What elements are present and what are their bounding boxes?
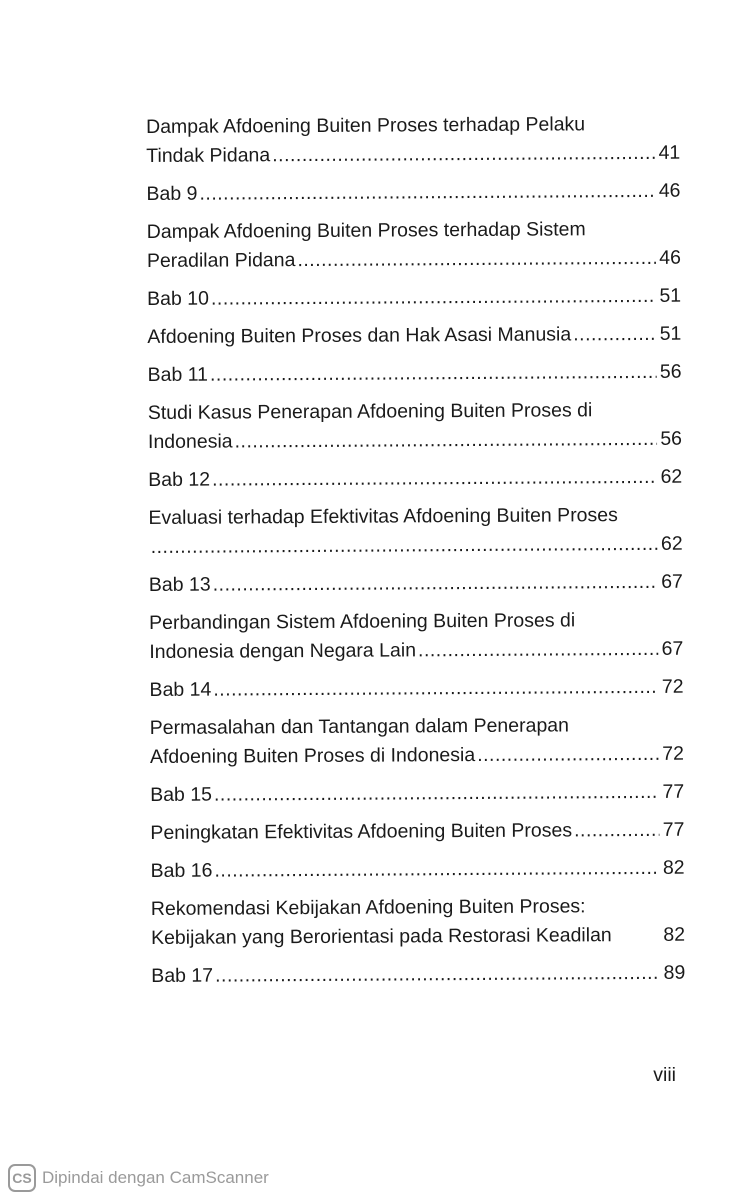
toc-line xyxy=(147,244,681,276)
toc-entry xyxy=(149,606,683,667)
toc-title: Afdoening Buiten Proses dan Hak Asasi Manusia xyxy=(147,323,572,348)
toc-page-number: 72 xyxy=(662,742,684,765)
toc-entry xyxy=(150,816,684,848)
toc-title: Bab 15 xyxy=(150,783,213,806)
toc-title-line: Dampak Afdoening Buiten Proses terhadap Sistem xyxy=(146,218,586,243)
toc-entry xyxy=(148,396,682,457)
toc-title: Peradilan Pidana xyxy=(146,249,296,272)
toc-page-number: 51 xyxy=(659,322,682,345)
dot-leader xyxy=(272,139,656,170)
toc-title: Bab 14 xyxy=(149,678,212,701)
toc-entry xyxy=(147,282,681,314)
toc-entry xyxy=(149,673,683,705)
toc-entry xyxy=(151,892,685,953)
toc-line xyxy=(148,425,682,457)
toc-page-number: 77 xyxy=(662,818,685,841)
table-of-contents xyxy=(146,110,685,991)
toc-line xyxy=(147,215,681,247)
toc-page-number: 82 xyxy=(663,923,686,946)
toc-entry xyxy=(148,501,682,562)
toc-entry xyxy=(146,177,680,209)
camscanner-logo-icon: CS xyxy=(8,1164,36,1192)
dot-leader xyxy=(418,635,659,665)
toc-line xyxy=(148,501,682,533)
toc-line xyxy=(151,892,685,924)
toc-entry xyxy=(146,110,680,171)
toc-page-number: 46 xyxy=(658,179,681,202)
toc-title: Kebijakan yang Berorientasi pada Restorasi Keadilan xyxy=(150,924,612,949)
toc-line xyxy=(151,959,685,991)
toc-line xyxy=(146,177,680,209)
toc-line xyxy=(150,711,684,743)
toc-title: Indonesia xyxy=(147,430,233,453)
toc-title-line: Dampak Afdoening Buiten Proses terhadap Pelaku xyxy=(146,113,586,138)
toc-title: Bab 11 xyxy=(147,363,209,386)
toc-title: Afdoening Buiten Proses di Indonesia xyxy=(149,744,476,768)
dot-leader xyxy=(210,358,657,390)
toc-title: Bab 13 xyxy=(148,573,211,596)
toc-title-line: Permasalahan dan Tantangan dalam Penerapan xyxy=(149,714,570,739)
dot-leader xyxy=(151,530,658,562)
dot-leader xyxy=(235,425,658,457)
toc-page-number: 82 xyxy=(662,856,685,879)
toc-line xyxy=(149,530,683,562)
toc-entry xyxy=(151,959,685,991)
dot-leader xyxy=(212,463,658,495)
toc-line xyxy=(149,635,683,667)
dot-leader xyxy=(214,854,660,886)
toc-line xyxy=(148,463,682,495)
toc-page-number: 77 xyxy=(662,780,685,803)
toc-entry xyxy=(151,854,685,886)
dot-leader xyxy=(213,568,659,600)
toc-line xyxy=(148,358,682,390)
toc-page-number: 89 xyxy=(663,961,686,984)
toc-title: Bab 9 xyxy=(146,182,198,205)
toc-line xyxy=(149,673,683,705)
toc-line xyxy=(146,110,680,142)
toc-page-number: 41 xyxy=(658,141,681,164)
dot-leader xyxy=(297,244,656,275)
toc-page-number: 51 xyxy=(659,284,682,307)
watermark-text: Dipindai dengan CamScanner xyxy=(42,1168,269,1187)
page-number-folio: viii xyxy=(653,1064,676,1086)
toc-title-line: Rekomendasi Kebijakan Afdoening Buiten Proses: xyxy=(150,895,586,920)
toc-line xyxy=(149,568,683,600)
toc-entry xyxy=(149,568,683,600)
toc-page-number: 56 xyxy=(660,427,683,450)
toc-title-line: Perbandingan Sistem Afdoening Buiten Proses di xyxy=(149,609,576,634)
toc-title: Indonesia dengan Negara Lain xyxy=(149,639,417,663)
toc-title: Bab 10 xyxy=(147,287,210,310)
toc-line xyxy=(151,854,685,886)
toc-line xyxy=(150,740,684,772)
toc-page-number: 62 xyxy=(660,532,683,555)
dot-leader xyxy=(199,177,655,209)
toc-page-number: 62 xyxy=(660,465,683,488)
toc-line xyxy=(147,282,681,314)
toc-page-number: 67 xyxy=(661,570,683,593)
toc-entry xyxy=(147,215,681,276)
toc-title: Peningkatan Efektivitas Afdoening Buiten Proses xyxy=(150,819,573,844)
toc-line xyxy=(151,921,685,953)
toc-entry xyxy=(148,463,682,495)
toc-entry xyxy=(148,358,682,390)
dot-leader xyxy=(573,320,657,350)
dot-leader xyxy=(213,673,659,705)
toc-line xyxy=(146,139,680,171)
toc-page-number: 46 xyxy=(659,246,681,269)
toc-page-number: 72 xyxy=(661,675,684,698)
toc-title: Bab 16 xyxy=(150,859,213,882)
toc-entry xyxy=(147,320,681,352)
toc-page-number: 67 xyxy=(661,637,684,660)
toc-line xyxy=(150,778,684,810)
dot-leader xyxy=(214,778,660,810)
dot-leader xyxy=(211,282,657,314)
camscanner-watermark xyxy=(8,1164,269,1192)
toc-entry xyxy=(150,778,684,810)
toc-page-number: 56 xyxy=(659,360,682,383)
toc-title: Bab 12 xyxy=(148,468,211,491)
toc-title: Tindak Pidana xyxy=(146,144,271,167)
dot-leader xyxy=(574,816,660,846)
toc-title: Bab 17 xyxy=(151,964,214,987)
dot-leader xyxy=(215,959,661,991)
toc-title-line: Evaluasi terhadap Efektivitas Afdoening Buiten Proses xyxy=(148,504,618,529)
toc-title-line: Studi Kasus Penerapan Afdoening Buiten Proses di xyxy=(147,399,593,424)
toc-line xyxy=(148,396,682,428)
toc-line xyxy=(147,320,681,352)
toc-entry xyxy=(150,711,684,772)
dot-leader xyxy=(477,740,659,770)
toc-line xyxy=(150,816,684,848)
toc-line xyxy=(149,606,683,638)
